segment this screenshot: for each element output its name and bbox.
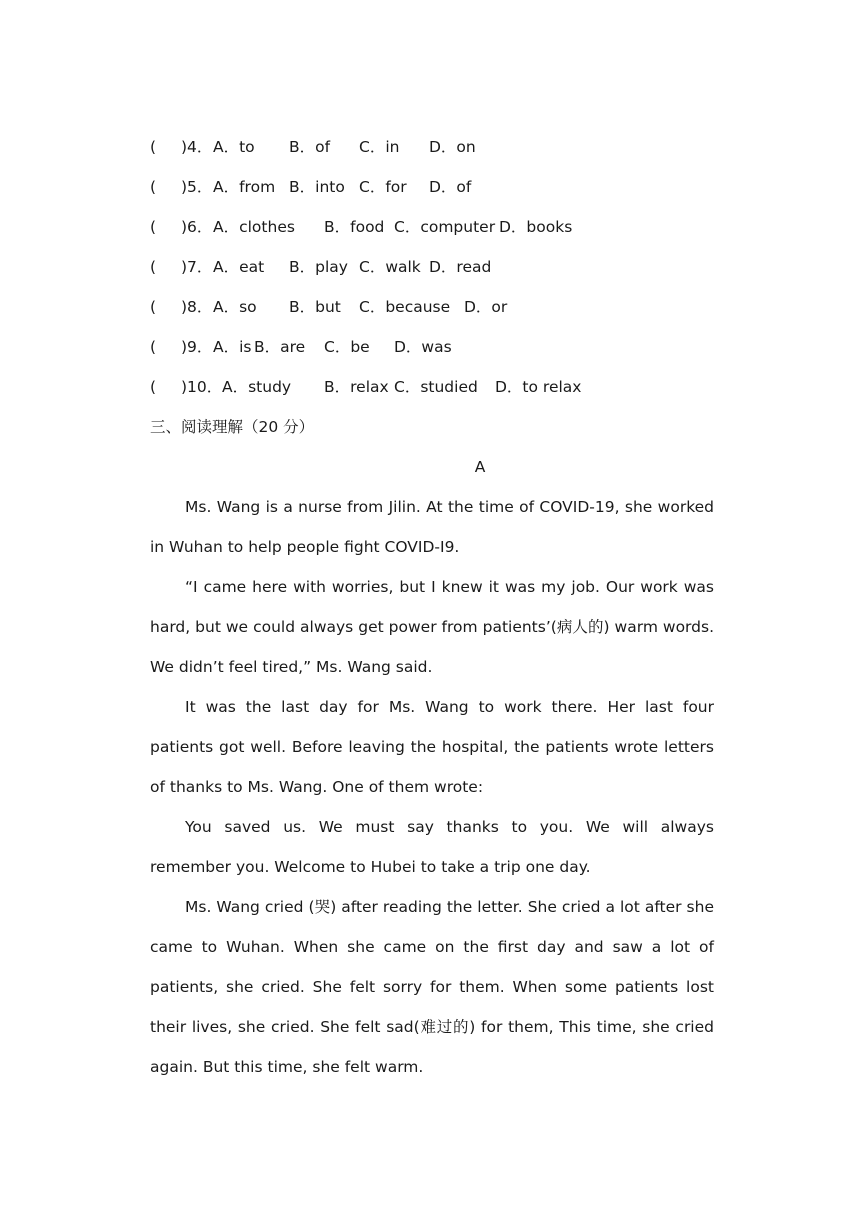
question-number: 8． bbox=[187, 298, 213, 316]
option-a: A．eat bbox=[213, 258, 265, 276]
option-a: A．is bbox=[213, 338, 252, 356]
answer-bracket-close: ) bbox=[181, 338, 188, 356]
answer-bracket-open: ( bbox=[150, 178, 157, 196]
answer-bracket-open: ( bbox=[150, 338, 157, 356]
question-number: 10． bbox=[187, 378, 223, 396]
option-b: B．of bbox=[289, 138, 331, 156]
option-c: C．because bbox=[359, 298, 451, 316]
option-b: B．food bbox=[324, 218, 385, 236]
answer-bracket-open: ( bbox=[150, 378, 157, 396]
option-d: D．books bbox=[499, 218, 573, 236]
answer-bracket-close: ) bbox=[181, 258, 188, 276]
option-c: C．for bbox=[359, 178, 407, 196]
answer-bracket-open: ( bbox=[150, 218, 157, 236]
option-d: D．was bbox=[394, 338, 452, 356]
option-d: D．on bbox=[429, 138, 476, 156]
option-b: B．relax bbox=[324, 378, 389, 396]
option-b: B．are bbox=[254, 338, 306, 356]
paragraph-1: Ms. Wang is a nurse from Jilin. At the time of COVID-19, she worked in Wuhan to help people fight COVID-I9. bbox=[150, 498, 714, 556]
answer-bracket-close: ) bbox=[181, 378, 188, 396]
option-c: C．be bbox=[324, 338, 370, 356]
option-b: B．play bbox=[289, 258, 348, 276]
paragraph-2: “I came here with worries, but I knew it was my job. Our work was hard, but we could always get power from patients’(病人的) warm words. We didn’t feel tired,” Ms. Wang said. bbox=[150, 578, 714, 676]
option-c: C．walk bbox=[359, 258, 421, 276]
paragraph-3: It was the last day for Ms. Wang to work there. Her last four patients got well. Before leaving the hospital, the patients wrote letters of thanks to Ms. Wang. One of them wrote: bbox=[150, 698, 714, 796]
question-number: 4． bbox=[187, 138, 213, 156]
answer-bracket-close: ) bbox=[181, 178, 188, 196]
question-number: 5． bbox=[187, 178, 213, 196]
option-a: A．from bbox=[213, 178, 276, 196]
section-title: 三、阅读理解（20 分） bbox=[150, 418, 315, 436]
question-number: 7． bbox=[187, 258, 213, 276]
paragraph-4: You saved us. We must say thanks to you. We will always remember you. Welcome to Hubei to take a trip one day. bbox=[150, 818, 714, 876]
answer-bracket-close: ) bbox=[181, 218, 188, 236]
passage-label: A bbox=[474, 458, 486, 476]
option-d: D．of bbox=[429, 178, 472, 196]
answer-bracket-open: ( bbox=[150, 298, 157, 316]
option-a: A．clothes bbox=[213, 218, 295, 236]
option-a: A．study bbox=[222, 378, 292, 396]
answer-bracket-close: ) bbox=[181, 298, 188, 316]
question-number: 9． bbox=[187, 338, 213, 356]
answer-bracket-close: ) bbox=[181, 138, 188, 156]
option-a: A．to bbox=[213, 138, 255, 156]
option-c: C．computer bbox=[394, 218, 496, 236]
option-d: D．or bbox=[464, 298, 508, 316]
paragraph-5: Ms. Wang cried (哭) after reading the letter. She cried a lot after she came to Wuhan. When she came on the first day and saw a lot of patients, she cried. She felt sorry for them. When some patients lost their lives, she cried. She felt sad(难过的) for them, This time, she cried again. But this time, she felt warm. bbox=[150, 898, 714, 1076]
answer-bracket-open: ( bbox=[150, 258, 157, 276]
option-a: A．so bbox=[213, 298, 257, 316]
option-c: C．studied bbox=[394, 378, 478, 396]
question-number: 6． bbox=[187, 218, 213, 236]
option-b: B．into bbox=[289, 178, 345, 196]
option-d: D．to relax bbox=[495, 378, 582, 396]
answer-bracket-open: ( bbox=[150, 138, 157, 156]
option-b: B．but bbox=[289, 298, 341, 316]
option-d: D．read bbox=[429, 258, 492, 276]
option-c: C．in bbox=[359, 138, 400, 156]
